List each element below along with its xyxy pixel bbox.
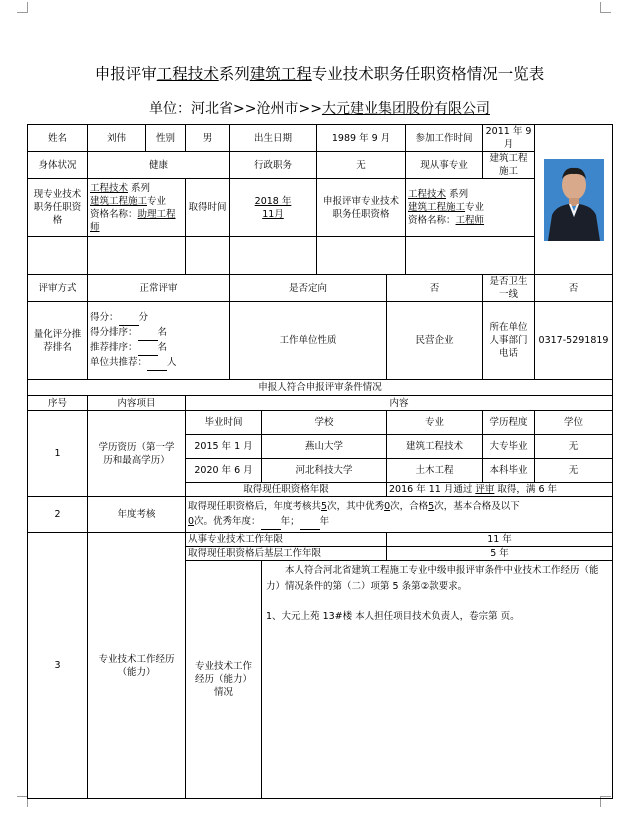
current-major-label: 现从事专业 <box>406 152 483 179</box>
table-row <box>28 275 613 302</box>
table-row <box>28 396 613 411</box>
table-row <box>28 152 613 179</box>
col-header-item: 内容项目 <box>88 396 186 411</box>
obtain-time-value: 2018 年 11月 <box>230 179 317 237</box>
page-title: 申报评审工程技术系列建筑工程专业技术职务任职资格情况一览表 <box>94 65 545 83</box>
edu-label: 学历资历（第一学历和最高学历） <box>88 411 186 497</box>
applicant-photo <box>544 159 604 241</box>
edu-header: 学位 <box>535 411 613 435</box>
edu-cell: 无 <box>535 459 613 483</box>
current-qualification-label: 现专业技术职务任职资格 <box>28 179 88 237</box>
qualification-years-value: 2016 年 11 月通过 评审 取得，满 6 年 <box>387 483 613 497</box>
current-qualification-value: 工程技术 系列 建筑工程施工专业 资格名称：助理工程师 <box>88 179 186 237</box>
health-value: 健康 <box>88 152 230 179</box>
experience-label: 专业技术工作经历（能力） <box>88 533 186 799</box>
table-row <box>28 533 613 547</box>
table-row <box>28 302 613 380</box>
edu-header: 学历程度 <box>483 411 535 435</box>
table-row <box>28 497 613 533</box>
edu-header: 毕业时间 <box>186 411 262 435</box>
directional-label: 是否定向 <box>230 275 387 302</box>
edu-cell: 大专毕业 <box>483 435 535 459</box>
gender-label: 性别 <box>146 125 186 152</box>
unit-line: 单位：河北省>>沧州市>>大元建业集团股份有限公司 <box>149 101 490 117</box>
unit-nature-label: 工作单位性质 <box>230 302 387 380</box>
name-value: 刘伟 <box>88 125 146 152</box>
edu-cell: 无 <box>535 435 613 459</box>
annual-label: 年度考核 <box>88 497 186 533</box>
unit-nature-value: 民营企业 <box>387 302 483 380</box>
corner-mark-top-right <box>600 2 611 13</box>
score-label: 量化评分推荐排名 <box>28 302 88 380</box>
work-start-value: 2011 年 9 月 <box>483 125 535 152</box>
annual-content: 取得现任职资格后，年度考核共5次，其中优秀0次，合格5次，基本合格及以下 0次。优秀年度： 年； 年 <box>186 497 613 533</box>
table-row <box>28 237 613 275</box>
edu-header: 专业 <box>387 411 483 435</box>
score-details: 得分： 分 得分排序： 名 推荐排序： 名 单位共推荐： 人 <box>88 302 230 380</box>
portrait-figure <box>544 159 604 241</box>
health-line-label: 是否卫生一线 <box>483 275 535 302</box>
edu-cell: 2020 年 6 月 <box>186 459 262 483</box>
edu-no: 1 <box>28 411 88 497</box>
corner-mark-top-left <box>17 2 28 13</box>
grassroots-years-value: 5 年 <box>387 547 613 561</box>
name-label: 姓名 <box>28 125 88 152</box>
health-label: 身体状况 <box>28 152 88 179</box>
gender-value: 男 <box>186 125 230 152</box>
current-major-value: 建筑工程施工 <box>483 152 535 179</box>
apply-qualification-value: 工程技术 系列 建筑工程施工专业 资格名称：工程师 <box>406 179 535 237</box>
annual-no: 2 <box>28 497 88 533</box>
admin-label: 行政职务 <box>230 152 317 179</box>
table-row <box>28 380 613 396</box>
edu-cell: 建筑工程技术 <box>387 435 483 459</box>
photo-cell <box>535 125 613 275</box>
hr-phone-value: 0317-5291819 <box>535 302 613 380</box>
edu-cell: 土木工程 <box>387 459 483 483</box>
hr-phone-label: 所在单位人事部门电话 <box>483 302 535 380</box>
edu-cell: 河北科技大学 <box>262 459 387 483</box>
work-start-label: 参加工作时间 <box>406 125 483 152</box>
edu-cell: 2015 年 1 月 <box>186 435 262 459</box>
review-mode-label: 评审方式 <box>28 275 88 302</box>
qualification-years-label: 取得现任职资格年限 <box>186 483 387 497</box>
birth-value: 1989 年 9 月 <box>317 125 406 152</box>
grassroots-years-label: 取得现任职资格后基层工作年限 <box>186 547 387 561</box>
work-years-value: 11 年 <box>387 533 613 547</box>
obtain-time-label: 取得时间 <box>186 179 230 237</box>
edu-cell: 本科毕业 <box>483 459 535 483</box>
col-header-no: 序号 <box>28 396 88 411</box>
health-line-value: 否 <box>535 275 613 302</box>
qualification-table <box>27 124 613 799</box>
edu-cell: 燕山大学 <box>262 435 387 459</box>
table-row <box>28 125 613 152</box>
review-mode-value: 正常评审 <box>88 275 230 302</box>
col-header-content: 内容 <box>186 396 613 411</box>
admin-value: 无 <box>317 152 406 179</box>
birth-label: 出生日期 <box>230 125 317 152</box>
experience-content: 本人符合河北省建筑工程施工专业中级申报评审条件中业技术工作经历（能力）情况条件的第（二）项第 5 条第②款要求。 1、大元上苑 13#楼 本人担任项目技术负责人，卷宗第 页。 <box>262 561 613 799</box>
directional-value: 否 <box>387 275 483 302</box>
experience-no: 3 <box>28 533 88 799</box>
apply-qualification-label: 申报评审专业技术职务任职资格 <box>317 179 406 237</box>
conditions-header: 申报人符合申报评审条件情况 <box>28 380 613 396</box>
edu-header: 学校 <box>262 411 387 435</box>
table-row <box>28 411 613 435</box>
experience-sub-label: 专业技术工作经历（能力）情况 <box>186 561 262 799</box>
table-row <box>28 179 613 237</box>
work-years-label: 从事专业技术工作年限 <box>186 533 387 547</box>
